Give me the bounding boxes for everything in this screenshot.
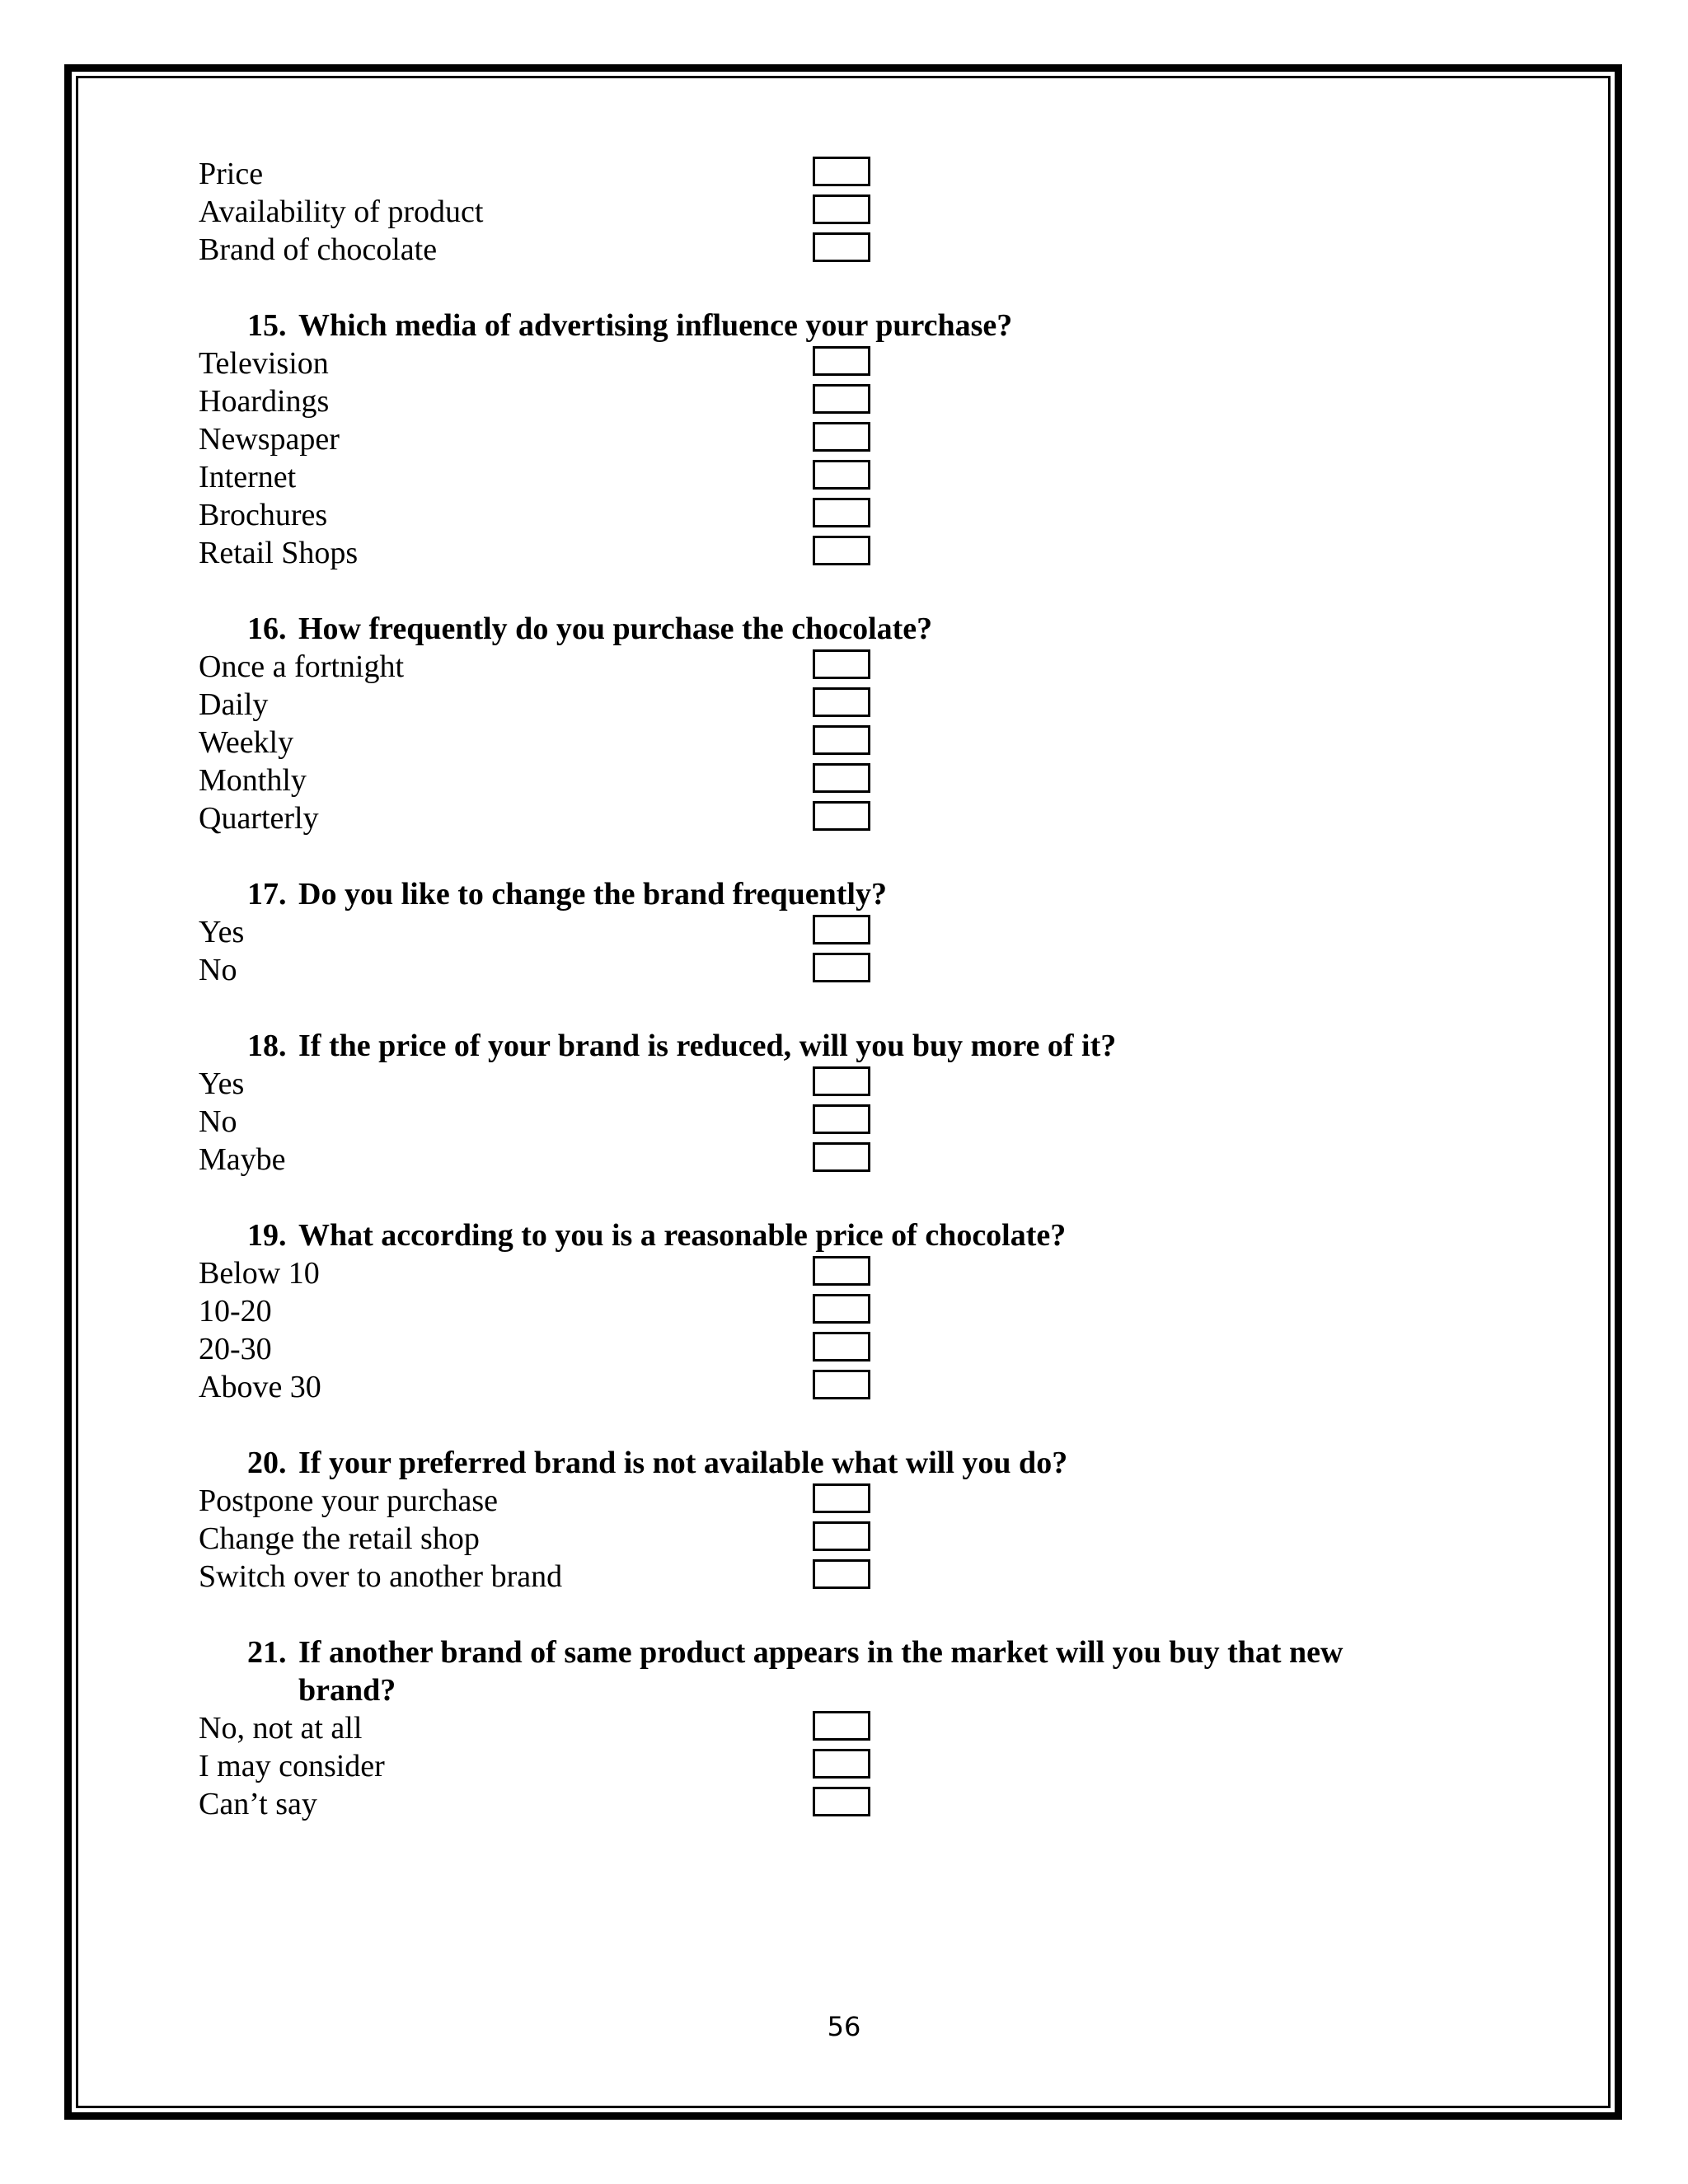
- question-number: 17.: [247, 877, 287, 912]
- option-label: Availability of product: [199, 194, 484, 229]
- question-text: If the price of your brand is reduced, will you buy more of it?: [298, 1029, 1117, 1063]
- option-label: Internet: [199, 460, 297, 494]
- option-label: Once a fortnight: [199, 649, 405, 684]
- question-text: How frequently do you purchase the chocolate?: [298, 612, 933, 646]
- option-label: Television: [199, 346, 329, 381]
- question-number: 21.: [247, 1635, 287, 1670]
- option-label: Maybe: [199, 1142, 286, 1177]
- option-label: Retail Shops: [199, 536, 359, 570]
- option-checkbox[interactable]: [813, 687, 870, 717]
- option-label: Monthly: [199, 763, 307, 798]
- question-15: [247, 307, 1012, 344]
- question-text: If your preferred brand is not available what will you do?: [298, 1446, 1068, 1480]
- option-label: Above 30: [199, 1370, 321, 1404]
- question-19: [247, 1216, 1066, 1254]
- question-16: [247, 610, 932, 648]
- option-checkbox[interactable]: [813, 1483, 870, 1513]
- option-checkbox[interactable]: [813, 915, 870, 944]
- option-label: I may consider: [199, 1749, 385, 1783]
- question-text: What according to you is a reasonable price of chocolate?: [298, 1218, 1067, 1253]
- option-checkbox[interactable]: [813, 1066, 870, 1096]
- question-17: [247, 875, 887, 913]
- question-text: If another brand of same product appears in the market will you buy that new: [298, 1635, 1343, 1670]
- option-label: Can’t say: [199, 1787, 317, 1821]
- question-text: Do you like to change the brand frequently?: [298, 877, 887, 912]
- option-checkbox[interactable]: [813, 1521, 870, 1551]
- option-label: No, not at all: [199, 1711, 363, 1746]
- option-label: 20-30: [199, 1332, 272, 1366]
- option-checkbox[interactable]: [813, 1104, 870, 1134]
- option-label: 10-20: [199, 1294, 272, 1329]
- option-checkbox[interactable]: [813, 1142, 870, 1172]
- option-checkbox[interactable]: [813, 1256, 870, 1286]
- option-label: Weekly: [199, 725, 294, 760]
- question-18: [247, 1027, 1116, 1065]
- option-checkbox[interactable]: [813, 498, 870, 527]
- question-number: 18.: [247, 1029, 287, 1063]
- option-label: Postpone your purchase: [199, 1483, 499, 1518]
- option-label: No: [199, 1104, 237, 1139]
- page-number: 56: [827, 2011, 861, 2042]
- option-checkbox[interactable]: [813, 536, 870, 565]
- option-label: Brochures: [199, 498, 328, 532]
- option-label: Yes: [199, 1066, 245, 1101]
- option-checkbox[interactable]: [813, 953, 870, 982]
- question-21: [247, 1633, 1343, 1709]
- option-label: Switch over to another brand: [199, 1559, 563, 1594]
- option-checkbox[interactable]: [813, 763, 870, 793]
- option-label: Newspaper: [199, 422, 340, 457]
- option-checkbox[interactable]: [813, 649, 870, 679]
- question-number: 16.: [247, 612, 287, 646]
- option-label: Change the retail shop: [199, 1521, 480, 1556]
- question-number: 19.: [247, 1218, 287, 1253]
- option-label: Daily: [199, 687, 269, 722]
- option-checkbox[interactable]: [813, 1294, 870, 1324]
- question-text: brand?: [298, 1673, 396, 1708]
- option-checkbox[interactable]: [813, 1711, 870, 1741]
- option-label: Hoardings: [199, 384, 330, 419]
- option-checkbox[interactable]: [813, 422, 870, 452]
- option-checkbox[interactable]: [813, 232, 870, 262]
- option-label: Quarterly: [199, 801, 319, 836]
- option-label: Price: [199, 157, 264, 191]
- option-checkbox[interactable]: [813, 1332, 870, 1361]
- option-checkbox[interactable]: [813, 1559, 870, 1589]
- option-checkbox[interactable]: [813, 1749, 870, 1779]
- option-checkbox[interactable]: [813, 194, 870, 224]
- question-number: 20.: [247, 1446, 287, 1480]
- option-label: Brand of chocolate: [199, 232, 438, 267]
- option-checkbox[interactable]: [813, 384, 870, 414]
- option-checkbox[interactable]: [813, 725, 870, 755]
- option-label: No: [199, 953, 237, 987]
- option-label: Below 10: [199, 1256, 320, 1291]
- question-text: Which media of advertising influence your purchase?: [298, 308, 1013, 343]
- option-checkbox[interactable]: [813, 157, 870, 186]
- option-checkbox[interactable]: [813, 460, 870, 490]
- question-20: [247, 1444, 1067, 1482]
- question-number: 15.: [247, 308, 287, 343]
- option-checkbox[interactable]: [813, 801, 870, 831]
- option-checkbox[interactable]: [813, 346, 870, 376]
- option-label: Yes: [199, 915, 245, 949]
- option-checkbox[interactable]: [813, 1787, 870, 1816]
- option-checkbox[interactable]: [813, 1370, 870, 1399]
